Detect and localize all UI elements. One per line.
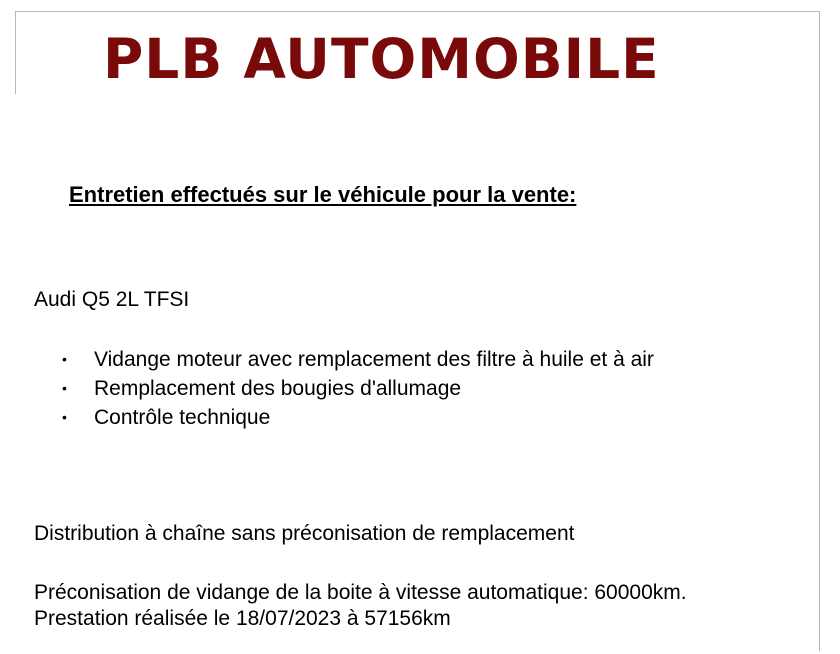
bullet-icon: •: [62, 380, 67, 396]
vehicle-model: Audi Q5 2L TFSI: [34, 288, 190, 311]
maintenance-heading: Entretien effectués sur le véhicule pour la vente:: [69, 182, 577, 207]
distribution-note: Distribution à chaîne sans préconisation de remplacement: [34, 522, 575, 545]
list-item: [62, 345, 654, 374]
list-item: [62, 374, 654, 403]
list-item: [62, 403, 654, 432]
task-text: Vidange moteur avec remplacement des filtre à huile et à air: [94, 348, 654, 371]
maintenance-task-list: [62, 345, 654, 432]
gearbox-recommendation: Préconisation de vidange de la boite à vitesse automatique: 60000km.: [34, 581, 687, 604]
bullet-icon: •: [62, 409, 67, 425]
task-text: Remplacement des bougies d'allumage: [94, 377, 462, 400]
bullet-icon: •: [62, 351, 67, 367]
service-performed-note: Prestation réalisée le 18/07/2023 à 57156km: [34, 607, 451, 630]
brand-title: PLB AUTOMOBILE: [103, 27, 660, 91]
task-text: Contrôle technique: [94, 406, 271, 429]
document-page: [15, 11, 820, 651]
